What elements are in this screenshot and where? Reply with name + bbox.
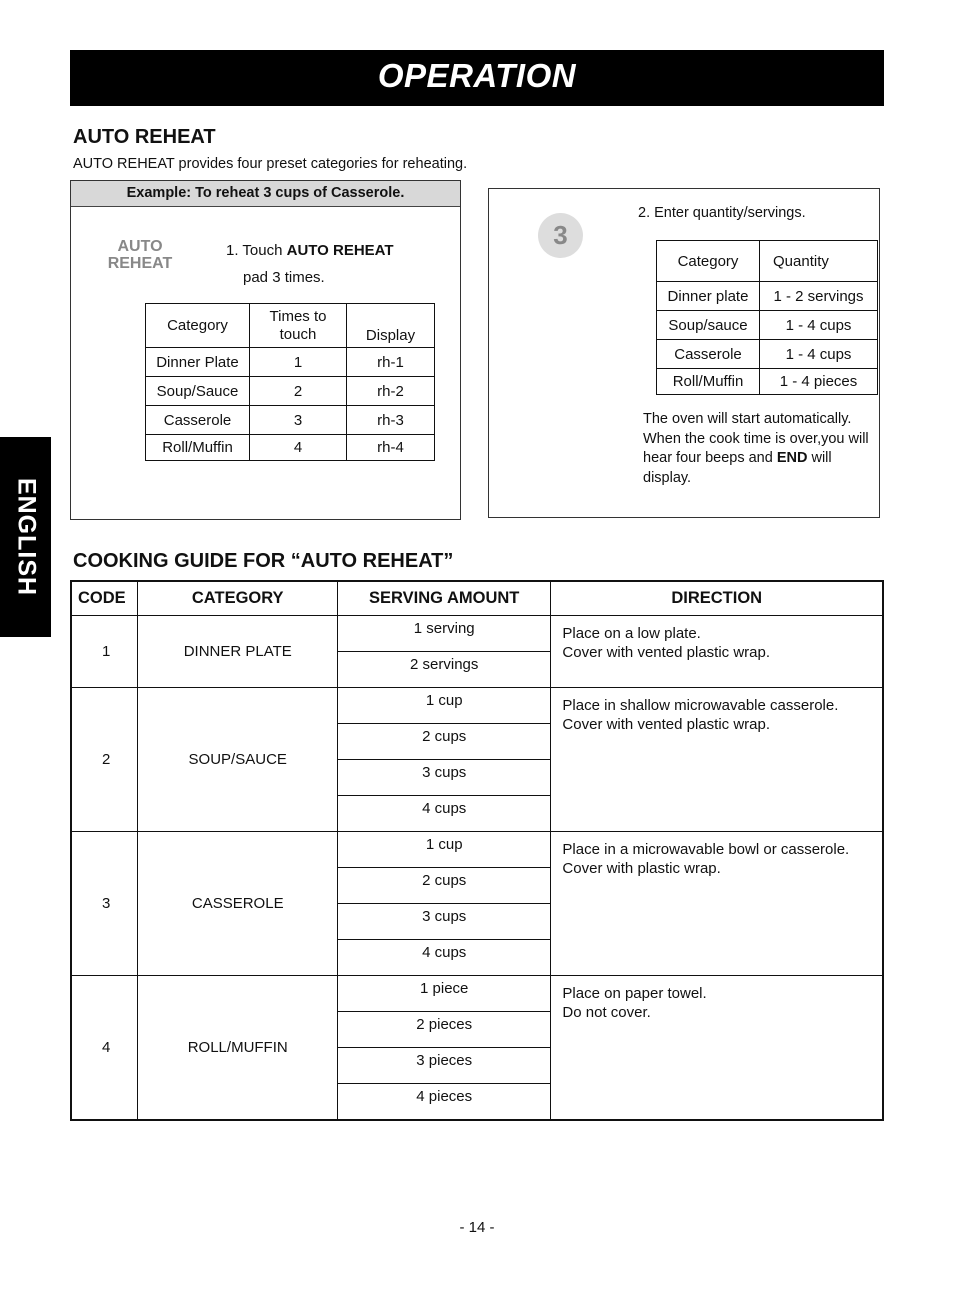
page-title: OPERATION	[377, 57, 577, 94]
table-cell: 4	[250, 435, 347, 461]
table-cell: Roll/Muffin	[657, 369, 760, 395]
amount-cell: 2 cups	[338, 724, 551, 760]
amount-cell: 1 cup	[338, 688, 551, 724]
table-header: Category	[657, 241, 760, 282]
example-header: Example: To reheat 3 cups of Casserole.	[71, 181, 460, 207]
table-header: Display	[347, 304, 435, 348]
table-row	[71, 976, 883, 1012]
code-cell: 2	[71, 688, 138, 832]
step-number-badge: 3	[538, 213, 583, 258]
column-header-category: CATEGORY	[138, 581, 338, 616]
amount-cell: 2 pieces	[338, 1012, 551, 1048]
table-cell: 1	[250, 348, 347, 377]
table-cell: Roll/Muffin	[146, 435, 250, 461]
column-header-serving: SERVING AMOUNT	[338, 581, 551, 616]
table-cell: Casserole	[657, 340, 760, 369]
table-row	[71, 616, 883, 652]
code-cell: 3	[71, 832, 138, 976]
code-cell: 1	[71, 616, 138, 688]
column-header-code: CODE	[71, 581, 138, 616]
table-cell: 1 - 4 pieces	[760, 369, 878, 395]
direction-line: Cover with vented plastic wrap.	[562, 644, 771, 661]
table-header: Times to touch	[250, 304, 347, 348]
direction-line: Cover with plastic wrap.	[562, 860, 721, 877]
quantity-table	[656, 240, 878, 395]
direction-line: Do not cover.	[562, 1004, 651, 1021]
amount-cell: 2 servings	[338, 652, 551, 688]
amount-cell: 2 cups	[338, 868, 551, 904]
language-tab	[0, 437, 51, 637]
auto-reheat-pad-icon	[100, 238, 180, 272]
table-header: Quantity	[760, 241, 878, 282]
amount-cell: 1 serving	[338, 616, 551, 652]
table-cell: rh-1	[347, 348, 435, 377]
table-cell: rh-2	[347, 377, 435, 406]
page-number: - 14 -	[459, 1219, 495, 1236]
auto-reheat-pad-line2: REHEAT	[107, 255, 173, 272]
table-cell: 2	[250, 377, 347, 406]
amount-cell: 1 cup	[338, 832, 551, 868]
category-cell: SOUP/SAUCE	[138, 688, 338, 832]
direction-line: Place in shallow microwavable casserole.	[562, 697, 839, 714]
step1-instruction	[226, 242, 394, 259]
direction-line: Place in a microwavable bowl or casserole.	[562, 841, 850, 858]
times-to-touch-table	[145, 303, 435, 461]
language-tab-label: ENGLISH	[12, 477, 40, 597]
step1-pad-name: AUTO REHEAT	[286, 242, 394, 259]
direction-line: Place on paper towel.	[562, 985, 707, 1002]
table-cell: 3	[250, 406, 347, 435]
table-cell: rh-3	[347, 406, 435, 435]
table-cell: 1 - 4 cups	[760, 340, 878, 369]
amount-cell: 4 cups	[338, 796, 551, 832]
direction-cell	[551, 688, 883, 832]
direction-line: Cover with vented plastic wrap.	[562, 716, 771, 733]
step2-note	[643, 410, 883, 488]
table-cell: Dinner plate	[657, 282, 760, 311]
category-cell: CASSEROLE	[138, 832, 338, 976]
cooking-guide-heading: COOKING GUIDE FOR “AUTO REHEAT”	[73, 550, 454, 572]
category-cell: ROLL/MUFFIN	[138, 976, 338, 1121]
amount-cell: 3 cups	[338, 904, 551, 940]
table-cell: Soup/Sauce	[146, 377, 250, 406]
note-text: The oven will start automatically. When the cook time is over,you will hear four beeps and	[643, 411, 869, 466]
amount-cell: 4 pieces	[338, 1084, 551, 1121]
category-cell: DINNER PLATE	[138, 616, 338, 688]
auto-reheat-description: AUTO REHEAT provides four preset categories for reheating.	[73, 156, 468, 172]
step1-prefix: 1. Touch	[226, 242, 287, 259]
table-row	[71, 688, 883, 724]
amount-cell: 1 piece	[338, 976, 551, 1012]
code-cell: 4	[71, 976, 138, 1121]
column-header-direction: DIRECTION	[551, 581, 883, 616]
direction-line: Place on a low plate.	[562, 625, 701, 642]
direction-cell	[551, 976, 883, 1121]
step2-instruction: 2. Enter quantity/servings.	[638, 205, 806, 221]
step1-instruction-line2: pad 3 times.	[243, 269, 325, 286]
table-row	[71, 832, 883, 868]
amount-cell: 4 cups	[338, 940, 551, 976]
direction-cell	[551, 832, 883, 976]
table-cell: rh-4	[347, 435, 435, 461]
amount-cell: 3 cups	[338, 760, 551, 796]
table-cell: 1 - 4 cups	[760, 311, 878, 340]
table-header: Category	[146, 304, 250, 348]
direction-cell	[551, 616, 883, 688]
auto-reheat-pad-line1: AUTO	[117, 238, 163, 255]
note-end-label: END	[776, 450, 808, 466]
auto-reheat-heading: AUTO REHEAT	[73, 126, 216, 148]
cooking-guide-table	[70, 580, 884, 1121]
table-cell: Soup/sauce	[657, 311, 760, 340]
table-cell: 1 - 2 servings	[760, 282, 878, 311]
table-cell: Dinner Plate	[146, 348, 250, 377]
table-cell: Casserole	[146, 406, 250, 435]
amount-cell: 3 pieces	[338, 1048, 551, 1084]
note-text-end: will display.	[643, 450, 832, 486]
